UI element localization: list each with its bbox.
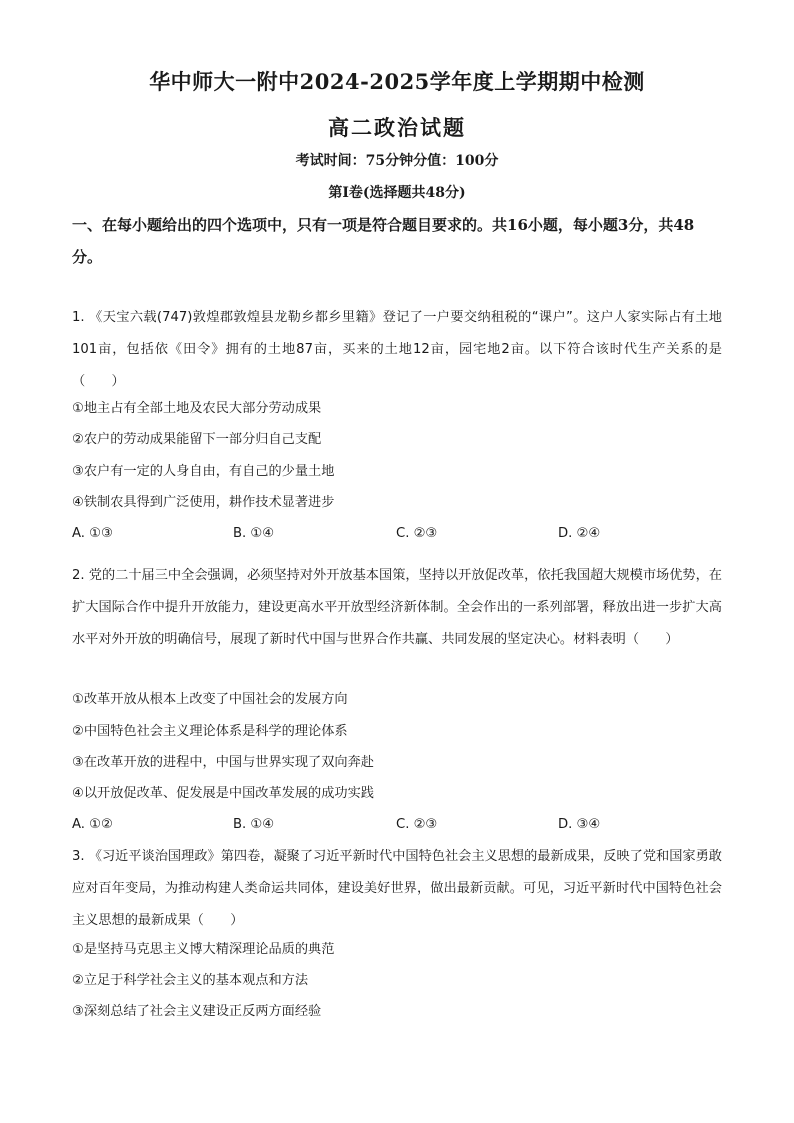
question-3-option-1: ①是坚持马克思主义博大精深理论品质的典范 (72, 942, 335, 957)
question-1-option-3: ③农户有一定的人身自由，有自己的少量土地 (72, 464, 335, 479)
question-2-choice-c: C. ②③ (396, 817, 438, 832)
question-1-choice-c: C. ②③ (396, 526, 438, 541)
exam-title: 华中师大一附中2024-2025学年度上学期期中检测 (149, 69, 645, 94)
question-1-option-4: ④铁制农具得到广泛使用，耕作技术显著进步 (72, 495, 335, 510)
question-1-choices (72, 518, 722, 550)
exam-subtitle: 高二政治试题 (328, 115, 466, 140)
question-2-option-1: ①改革开放从根本上改变了中国社会的发展方向 (72, 692, 348, 707)
exam-info: 考试时间：75分钟分值：100分 (295, 153, 499, 169)
question-1-choice-a: A. ①③ (72, 526, 113, 541)
section-instruction: 一、在每小题给出的四个选项中，只有一项是符合题目要求的。共16小题，每小题3分，共48分。 (72, 216, 695, 266)
section-heading: 第Ⅰ卷(选择题共48分) (328, 185, 466, 201)
question-1-choice-d: D. ②④ (558, 526, 601, 541)
question-2-stem: 2. 党的二十届三中全会强调，必须坚持对外开放基本国策，坚持以开放促改革，依托我国超大规模市场优势，在扩大国际合作中提升开放能力，建设更高水平开放型经济新体制。全会作出的一系列部署，释放出进一步扩大高水平对外开放的明确信号，展现了新时代中国与世界合作共赢、共同发展的坚定决心。材料表明（ ） (72, 568, 722, 647)
question-2-choice-d: D. ③④ (558, 817, 601, 832)
question-2-option-4: ④以开放促改革、促发展是中国改革发展的成功实践 (72, 786, 374, 801)
question-2-choices (72, 809, 722, 841)
question-3-stem: 3. 《习近平谈治国理政》第四卷，凝聚了习近平新时代中国特色社会主义思想的最新成果，反映了党和国家勇敢应对百年变局，为推动构建人类命运共同体，建设美好世界，做出最新贡献。可见，习近平新时代中国特色社会主义思想的最新成果（ ） (72, 849, 722, 928)
question-3-option-3: ③深刻总结了社会主义建设正反两方面经验 (72, 1004, 322, 1019)
question-2-option-3: ③在改革开放的进程中，中国与世界实现了双向奔赴 (72, 755, 374, 770)
question-1-stem: 1. 《天宝六载(747)敦煌郡敦煌县龙勒乡都乡里籍》登记了一户要交纳租税的“课户”。这户人家实际占有土地101亩，包括依《田令》拥有的土地87亩，买来的土地12亩，园宅地2亩。以下符合该时代生产关系的是（ ） (72, 310, 722, 389)
question-2-choice-a: A. ①② (72, 817, 113, 832)
question-3-option-2: ②立足于科学社会主义的基本观点和方法 (72, 973, 309, 988)
question-1-choice-b: B. ①④ (233, 526, 275, 541)
question-1-option-1: ①地主占有全部土地及农民大部分劳动成果 (72, 401, 322, 416)
question-2-option-2: ②中国特色社会主义理论体系是科学的理论体系 (72, 724, 348, 739)
question-1-option-2: ②农户的劳动成果能留下一部分归自己支配 (72, 432, 322, 447)
question-2-choice-b: B. ①④ (233, 817, 275, 832)
